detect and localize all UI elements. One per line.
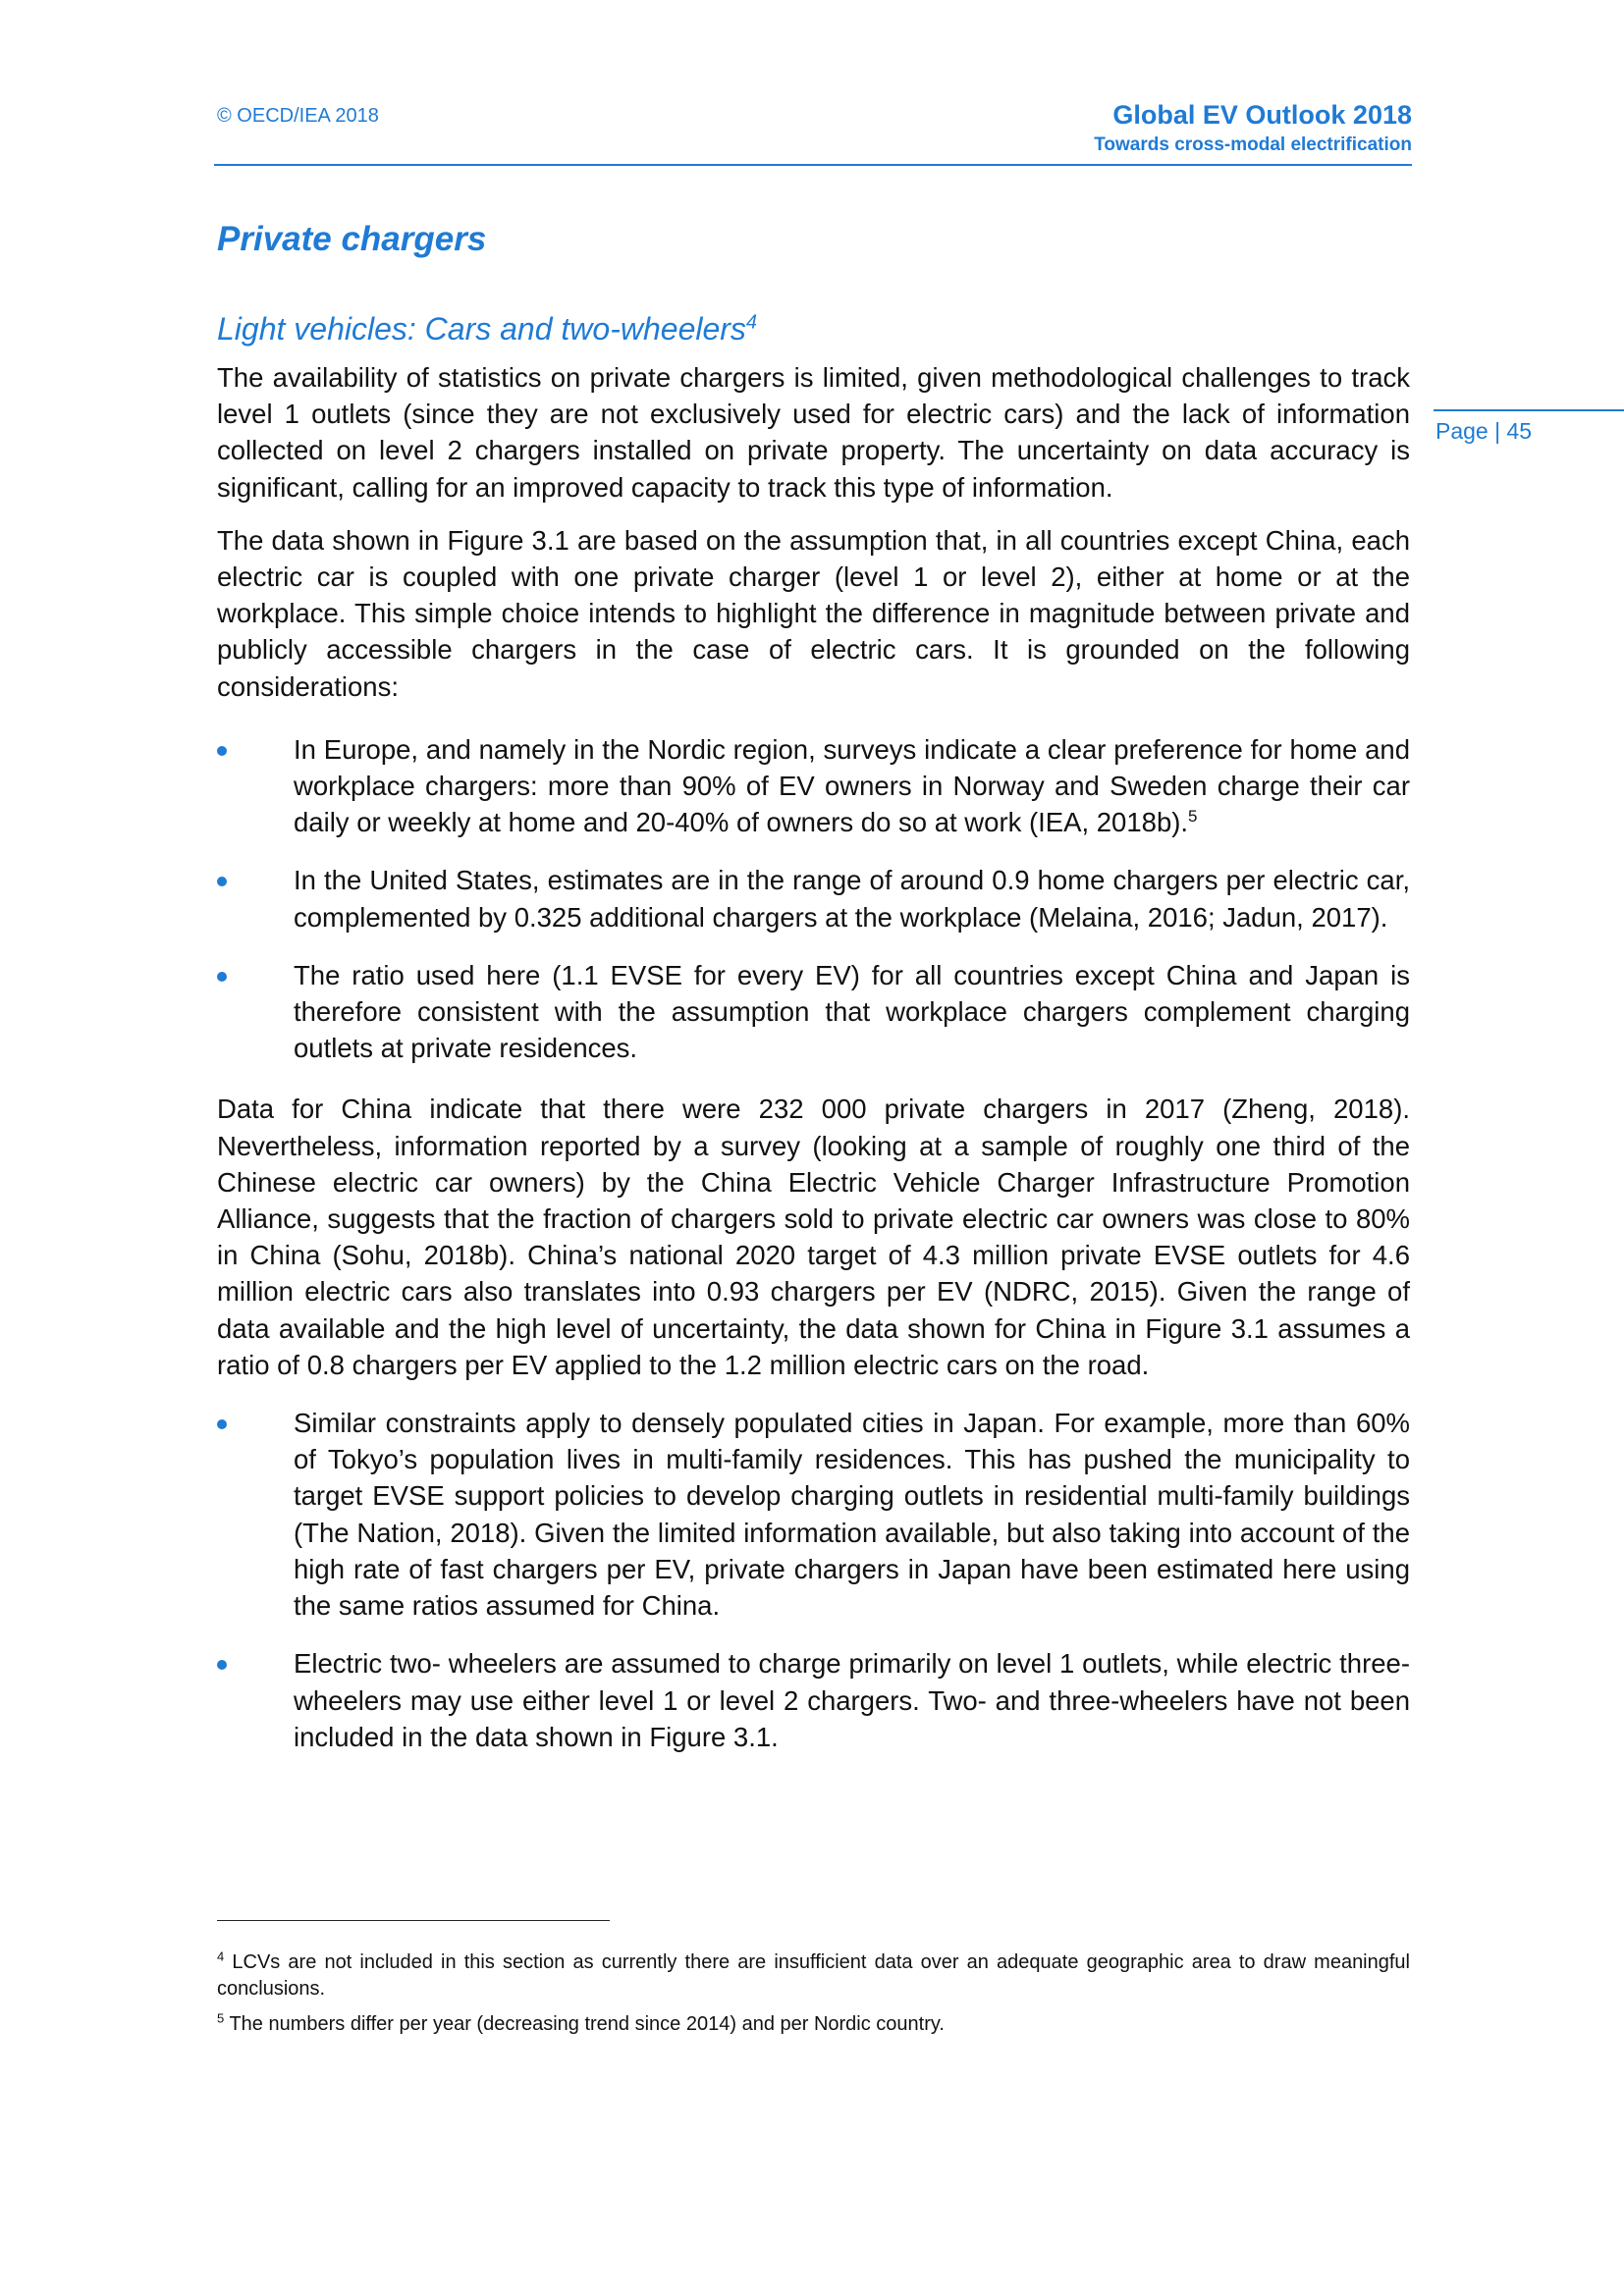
footnote-divider — [217, 1920, 610, 1921]
footnote-ref-4[interactable]: 4 — [745, 311, 758, 334]
considerations-list — [217, 731, 1410, 1067]
list-item — [217, 957, 1410, 1067]
subsection-title — [217, 306, 1410, 351]
paragraph-3: Data for China indicate that there were 232 000 private chargers in 2017 (Zheng, 2018). Nevertheless, information reported by a survey (looking at a sample of roughly one third of the Chinese electric car owners) by the China Electric Vehicle Charger Infrastructure Promotion Alliance, suggests that the fraction of chargers sold to private electric car owners was close to 80% in China (Sohu, 2018b). China’s national 2020 target of 4.3 million private EVSE outlets for 4.6 million electric cars also translates into 0.93 chargers per EV (NDRC, 2015). Given the range of data available and the high level of uncertainty, the data shown for China in Figure 3.1 assumes a ratio of 0.8 chargers per EV applied to the 1.2 million electric cars on the road. — [217, 1094, 1410, 1380]
main-content — [217, 214, 1410, 1777]
header-copyright: © OECD/IEA 2018 — [217, 105, 379, 127]
header-divider — [214, 164, 1412, 166]
section-title: Private chargers — [217, 220, 487, 258]
footnote-number: 4 — [217, 1949, 225, 1964]
list-item — [217, 731, 1410, 841]
margin-divider — [1434, 409, 1624, 411]
header-subtitle: Towards cross-modal electrification — [1094, 134, 1412, 155]
footnote-5 — [217, 2011, 1410, 2038]
bullet-icon — [217, 1660, 227, 1670]
footnote-text: The numbers differ per year (decreasing trend since 2014) and per Nordic country. — [229, 2013, 945, 2035]
list-item-text: In Europe, and namely in the Nordic region, surveys indicate a clear preference for home and workplace chargers: more than 90% of EV owners in Norway and Sweden charge their car daily or weekly at home and 20-40% of owners do so at work (IEA, 2018b). — [294, 733, 1410, 838]
header-block — [1094, 98, 1412, 159]
list-item — [217, 1645, 1410, 1755]
page-number: Page | 45 — [1435, 418, 1533, 444]
list-item — [217, 1405, 1410, 1624]
list-item — [217, 862, 1410, 934]
footnote-number: 5 — [217, 2010, 225, 2026]
footnotes — [217, 1949, 1410, 2047]
list-item-text: The ratio used here (1.1 EVSE for every EV) for all countries except China and Japan is therefore consistent with the assumption that workplace chargers complement charging outlets at private residences. — [294, 959, 1410, 1064]
subsection-title-text: Light vehicles: Cars and two-wheelers — [217, 311, 746, 347]
footnote-4 — [217, 1949, 1410, 2002]
constraints-list — [217, 1405, 1410, 1755]
bullet-icon — [217, 877, 227, 886]
paragraph-2: The data shown in Figure 3.1 are based on the assumption that, in all countries except China, each electric car is coupled with one private charger (level 1 or level 2), either at home or at the workplace. This simple choice intends to highlight the difference in magnitude between private and publicly accessible chargers in the case of electric cars. It is grounded on the following considerations: — [217, 524, 1410, 702]
bullet-icon — [217, 1419, 227, 1429]
bullet-icon — [217, 746, 227, 756]
list-item-text: Electric two- wheelers are assumed to charge primarily on level 1 outlets, while electric three-wheelers may use either level 1 or level 2 chargers. Two- and three-wheelers have not been included in the data shown in Figure 3.1. — [294, 1648, 1410, 1752]
header-title: Global EV Outlook 2018 — [1112, 100, 1412, 130]
paragraph-1: The availability of statistics on private chargers is limited, given methodological challenges to track level 1 outlets (since they are not exclusively used for electric cars) and the lack of information collected on level 2 chargers installed on private property. The uncertainty on data accuracy is significant, calling for an improved capacity to track this type of information. — [217, 362, 1410, 503]
list-item-text: In the United States, estimates are in the range of around 0.9 home chargers per electric car, complemented by 0.325 additional chargers at the workplace (Melaina, 2016; Jadun, 2017). — [294, 865, 1410, 933]
footnote-ref-5[interactable]: 5 — [1188, 807, 1198, 827]
list-item-text: Similar constraints apply to densely populated cities in Japan. For example, more than 60% of Tokyo’s population lives in multi-family residences. This has pushed the municipality to target EVSE support policies to develop charging outlets in residential multi-family buildings (The Nation, 2018). Given the limited information available, but also taking into account of the high rate of fast chargers per EV, private chargers in Japan have been estimated here using the same ratios assumed for China. — [294, 1408, 1410, 1622]
footnote-text: LCVs are not included in this section as currently there are insufficient data over an adequate geographic area to draw meaningful conclusions. — [217, 1951, 1410, 2000]
bullet-icon — [217, 972, 227, 982]
